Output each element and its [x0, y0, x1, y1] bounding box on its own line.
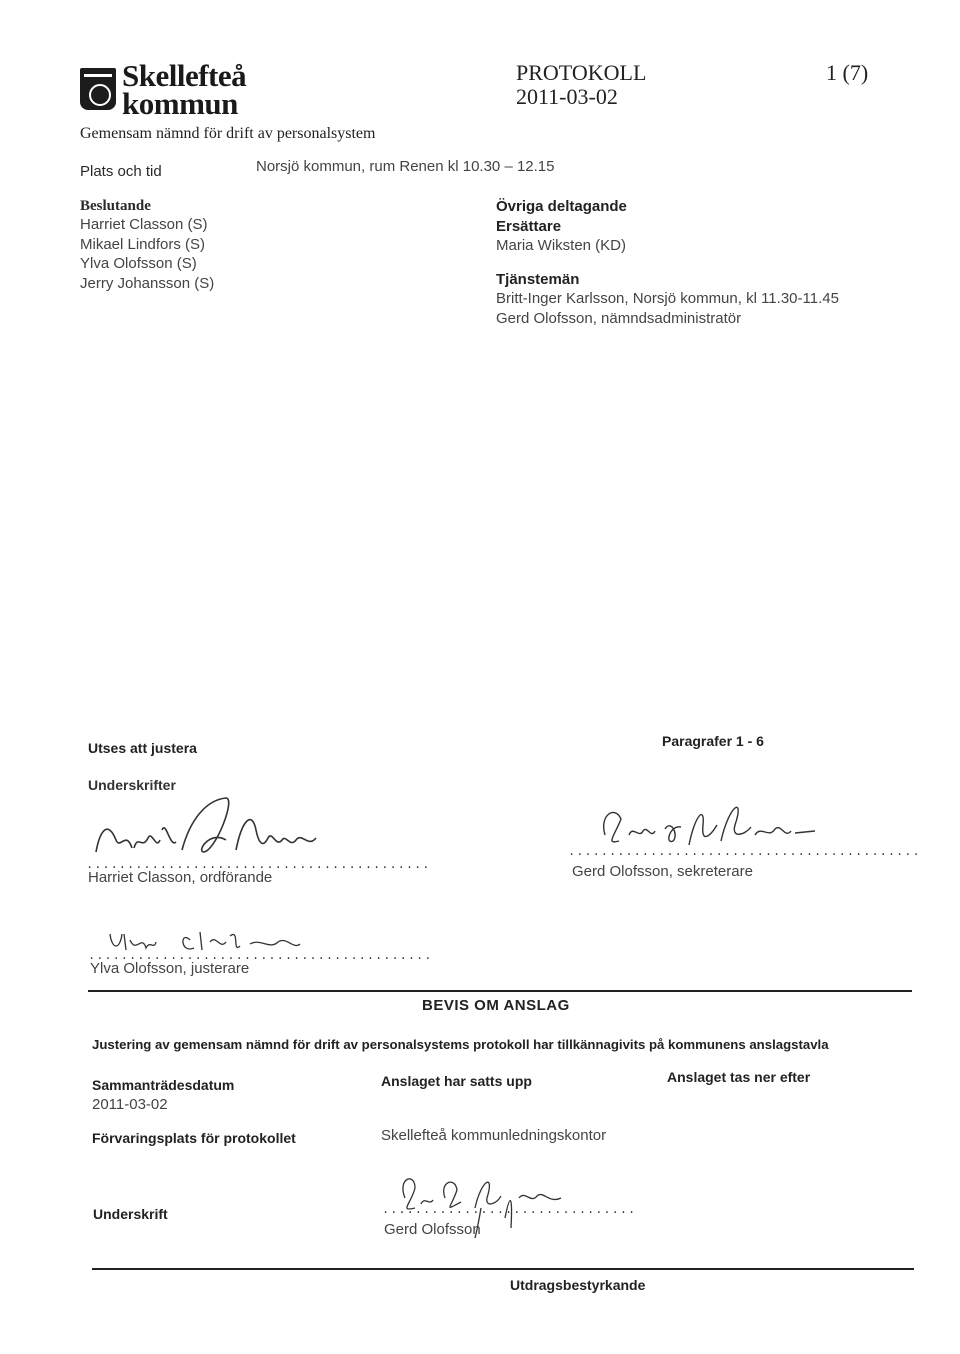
municipality-logo-icon	[80, 68, 116, 110]
page-number: 1 (7)	[826, 60, 869, 85]
other-participants-block	[496, 197, 839, 328]
adjust-label: Utses att justera	[88, 740, 197, 756]
signature-label: Underskrift	[93, 1206, 168, 1222]
official-item: Gerd Olofsson, nämndsadministratör	[496, 309, 742, 327]
substitute-item: Maria Wiksten (KD)	[496, 237, 627, 254]
substitutes-heading: Ersättare	[496, 217, 562, 235]
chair-caption: Harriet Classon, ordförande	[88, 869, 273, 886]
notice-signature-caption: Gerd Olofsson	[384, 1221, 481, 1238]
adjuster-signature-line: ..........................................	[88, 949, 433, 963]
member-item: Mikael Lindfors (S)	[80, 235, 206, 253]
notice-title: BEVIS OM ANSLAG	[422, 997, 570, 1014]
notice-statement: Justering av gemensam nämnd för drift av personalsystems protokoll har tillkännagivits på kommunens anslagstavla	[92, 1037, 829, 1052]
storage-value: Skellefteå kommunledningskontor	[381, 1127, 607, 1144]
place-label: Plats och tid	[80, 163, 162, 180]
paragraphs-label: Paragrafer 1 - 6	[662, 733, 764, 749]
member-item: Ylva Olofsson (S)	[80, 255, 197, 272]
certification-label: Utdragsbestyrkande	[510, 1277, 646, 1293]
board-name: Gemensam nämnd för drift av personalsystem	[80, 125, 376, 142]
member-item: Jerry Johansson (S)	[80, 274, 215, 292]
signatures-heading: Underskrifter	[88, 777, 176, 793]
other-participants-heading: Övriga deltagande	[496, 198, 627, 215]
secretary-signature-line: ...........................................	[568, 845, 921, 859]
document-type: PROTOKOLL	[516, 60, 647, 85]
decision-makers-block	[80, 198, 214, 293]
meeting-date-value: 2011-03-02	[92, 1096, 168, 1113]
member-item: Harriet Classon (S)	[80, 216, 208, 233]
notice-signature-line: ...............................	[382, 1203, 637, 1217]
footer-rule	[92, 1268, 914, 1270]
meeting-date-label: Sammanträdesdatum	[92, 1077, 235, 1093]
municipality-logo-text: Skellefteå kommun	[122, 58, 247, 121]
decision-makers-heading: Beslutande	[80, 198, 151, 214]
storage-label: Förvaringsplats för protokollet	[92, 1130, 296, 1146]
notice-top-rule	[88, 990, 912, 992]
posted-label: Anslaget har satts upp	[381, 1073, 532, 1089]
chair-signature-line: ..........................................	[86, 858, 431, 872]
document-date: 2011-03-02	[516, 84, 618, 109]
place-value: Norsjö kommun, rum Renen kl 10.30 – 12.15	[256, 158, 555, 175]
secretary-caption: Gerd Olofsson, sekreterare	[572, 863, 753, 880]
removed-label: Anslaget tas ner efter	[667, 1069, 811, 1085]
officials-heading: Tjänstemän	[496, 270, 580, 288]
official-item: Britt-Inger Karlsson, Norsjö kommun, kl 11.30-11.45	[496, 290, 839, 307]
adjuster-caption: Ylva Olofsson, justerare	[90, 960, 250, 977]
